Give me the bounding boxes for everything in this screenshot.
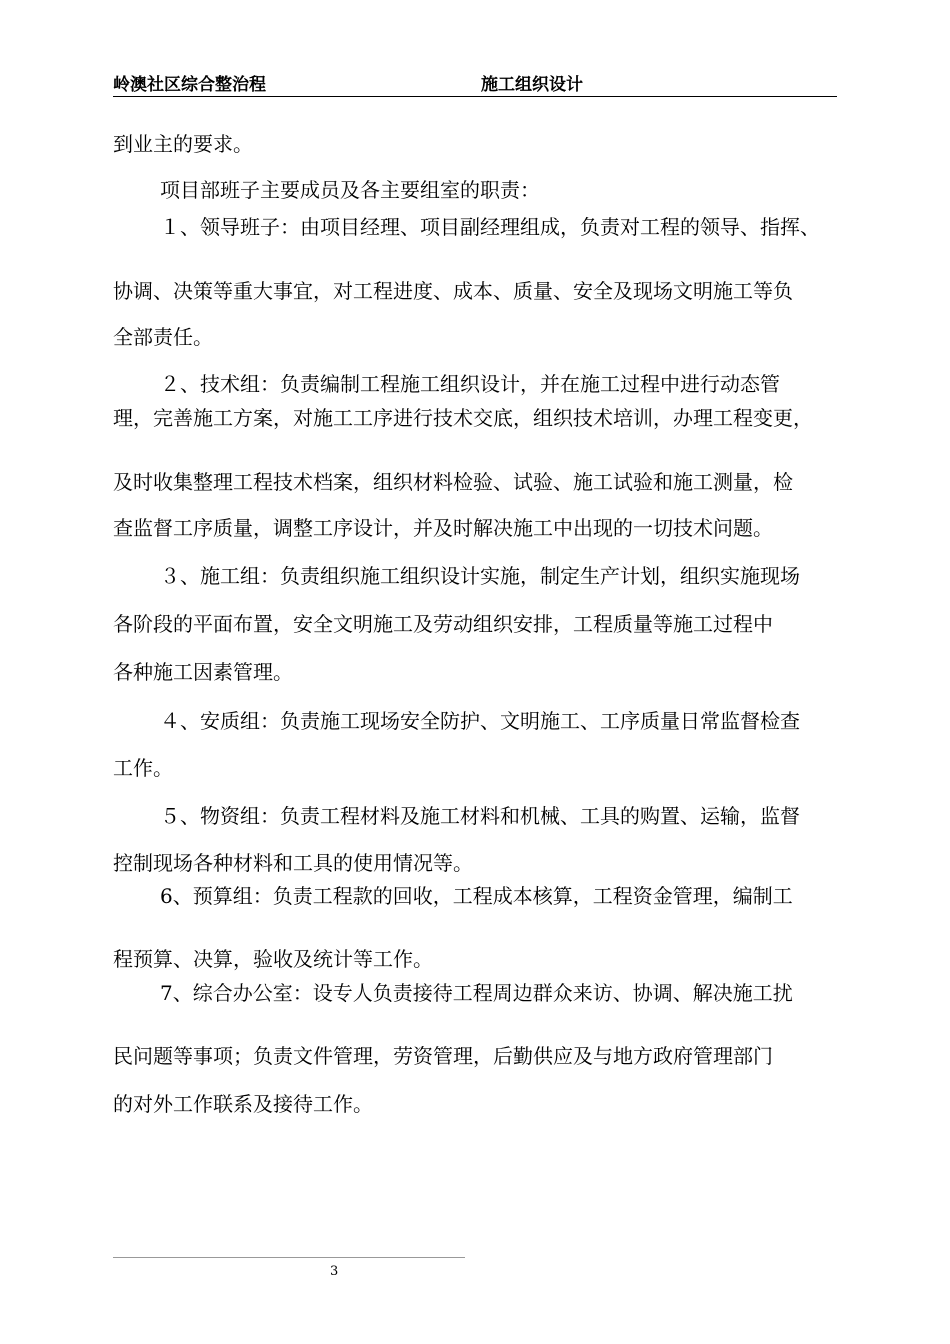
body-line: ４、安质组：负责施工现场安全防护、文明施工、工序质量日常监督检查 [160,709,800,733]
body-line: 协调、决策等重大事宜，对工程进度、成本、质量、安全及现场文明施工等负 [113,279,793,303]
body-line: 工作。 [113,756,173,780]
body-line: 查监督工序质量，调整工序设计，并及时解决施工中出现的一切技术问题。 [113,516,773,540]
body-line: 理，完善施工方案，对施工工序进行技术交底，组织技术培训，办理工程变更， [113,406,813,430]
body-line: ５、物资组：负责工程材料及施工材料和机械、工具的购置、运输，监督 [160,804,800,828]
body-line: ２、技术组：负责编制工程施工组织设计，并在施工过程中进行动态管 [160,372,780,396]
body-line: 程预算、决算，验收及统计等工作。 [113,947,433,971]
body-line: ３、施工组：负责组织施工组织设计实施，制定生产计划，组织实施现场 [160,564,800,588]
body-line: 的对外工作联系及接待工作。 [113,1092,373,1116]
body-line: 6、预算组：负责工程款的回收，工程成本核算，工程资金管理，编制工 [160,884,793,908]
body-line: 控制现场各种材料和工具的使用情况等。 [113,851,473,875]
body-line: 项目部班子主要成员及各主要组室的职责： [160,178,540,202]
body-line: 各种施工因素管理。 [113,660,293,684]
document-title: 施工组织设计 [481,75,583,95]
project-title: 岭澳社区综合整治程 [113,75,266,95]
body-line: 民问题等事项；负责文件管理，劳资管理，后勤供应及与地方政府管理部门 [113,1044,773,1068]
footer-divider [113,1257,465,1258]
body-line: 各阶段的平面布置，安全文明施工及劳动组织安排，工程质量等施工过程中 [113,612,773,636]
page-header [113,70,837,97]
body-line: 全部责任。 [113,325,213,349]
body-line: 及时收集整理工程技术档案，组织材料检验、试验、施工试验和施工测量，检 [113,470,793,494]
body-line: 到业主的要求。 [113,132,253,156]
body-line: 7、综合办公室：设专人负责接待工程周边群众来访、协调、解决施工扰 [160,981,793,1005]
body-line: １、领导班子：由项目经理、项目副经理组成，负责对工程的领导、指挥、 [160,215,820,239]
page-number: 3 [330,1264,339,1279]
